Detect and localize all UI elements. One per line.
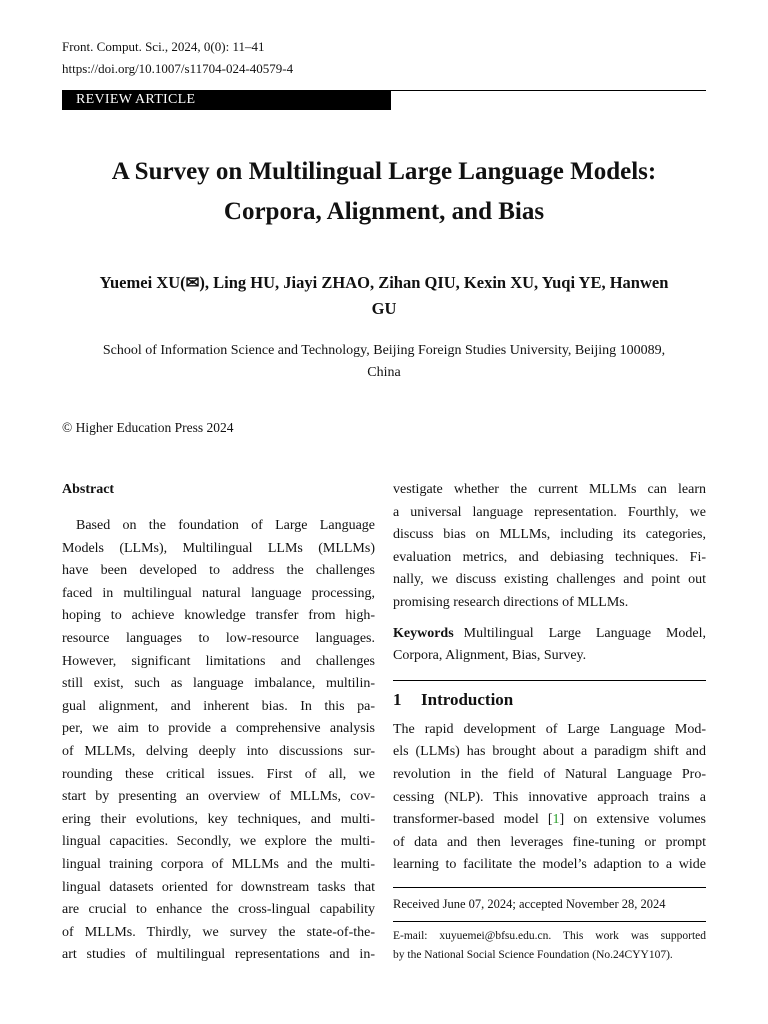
paper-title-line-1: A Survey on Multilingual Large Language Models:: [111, 158, 657, 185]
paper-title-line-2: Corpora, Alignment, and Bias: [223, 198, 545, 225]
keywords-label: Keywords: [393, 625, 454, 641]
abstract-line: Models (LLMs), Multilingual LLMs (MLLMs): [62, 540, 375, 556]
intro-line: cessing (NLP). This innovative approach trains a: [393, 789, 706, 805]
introduction-body: [393, 719, 706, 877]
footnote-rule-2: [393, 921, 706, 922]
abstract-line: are crucial to enhance the cross-lingual capability: [62, 902, 375, 918]
journal-citation: Front. Comput. Sci., 2024, 0(0): 11–41: [62, 39, 265, 54]
footnote-rule: [393, 887, 706, 888]
abstract-line: ering their evolutions, key techniques, and multi-: [62, 811, 375, 827]
affiliation-line-2: China: [367, 365, 401, 380]
section-rule: [393, 680, 706, 681]
intro-line: The rapid development of Large Language Mod-: [393, 721, 706, 737]
abstract-line: a universal language representation. Fourthly, we: [393, 504, 706, 520]
contact-line-1: E-mail: xuyuemei@bfsu.edu.cn. This work was supported: [393, 929, 706, 942]
copyright-notice: © Higher Education Press 2024: [62, 420, 234, 435]
left-column: [62, 479, 375, 967]
intro-text: ] on extensive volumes: [559, 812, 706, 828]
abstract-line: discuss bias on MLLMs, including its categories,: [393, 527, 706, 543]
abstract-line: lingual capacities. Secondly, we explore the multi-: [62, 834, 375, 850]
abstract-line: lingual training corpora of MLLMs and the multi-: [62, 856, 375, 872]
abstract-line: However, significant limitations and challenges: [62, 653, 375, 669]
affiliation-line-1: School of Information Science and Technology, Beijing Foreign Studies University, Beijing 100089,: [102, 343, 666, 358]
intro-line-with-citation: [393, 809, 706, 832]
author-list: [62, 270, 706, 322]
received-date: Received June 07, 2024; accepted November 28, 2024: [393, 896, 666, 911]
abstract-line: have been developed to address the challenges: [62, 563, 375, 579]
abstract-line: vestigate whether the current MLLMs can learn: [393, 482, 706, 497]
section-title: Introduction: [421, 689, 514, 709]
abstract-body: [62, 515, 375, 967]
abstract-line: evaluation metrics, and debiasing techniques. Fi-: [393, 549, 706, 565]
affiliation: [62, 340, 706, 384]
abstract-heading: Abstract: [62, 482, 115, 497]
abstract-line: nally, we discuss existing challenges and point out: [393, 572, 706, 588]
keywords-line-1: [393, 623, 706, 646]
contact-line-2: by the National Social Science Foundation (No.24CYY107).: [393, 948, 673, 961]
abstract-line: rounding these critical issues. First of all, we: [62, 766, 375, 782]
doi-link[interactable]: https://doi.org/10.1007/s11704-024-40579-4: [62, 61, 294, 76]
intro-line: revolution in the field of Natural Language Pro-: [393, 766, 706, 782]
keywords-text-1: Multilingual Large Language Model,: [463, 625, 706, 641]
author-list-line-2: GU: [371, 299, 397, 318]
intro-line: of data and then leverages fine-tuning or prompt: [393, 834, 706, 850]
abstract-line: gual alignment, and inherent bias. In this pa-: [62, 698, 375, 714]
author-list-line-1: Yuemei XU(✉), Ling HU, Jiayi ZHAO, Zihan QIU, Kexin XU, Yuqi YE, Hanwen: [99, 273, 669, 292]
citation-link[interactable]: 1: [552, 812, 560, 828]
abstract-line: promising research directions of MLLMs.: [393, 594, 629, 610]
abstract-line: hoping to achieve knowledge transfer from high-: [62, 608, 375, 624]
abstract-line: Based on the foundation of Large Language: [76, 518, 375, 533]
abstract-line: still exist, such as language imbalance, multilin-: [62, 676, 375, 692]
keywords-line-2: Corpora, Alignment, Bias, Survey.: [393, 648, 587, 664]
abstract-line: lingual datasets oriented for downstream tasks that: [62, 879, 375, 895]
abstract-line: start by presenting an overview of MLLMs, cov-: [62, 789, 375, 805]
keywords: [393, 623, 706, 668]
intro-text: transformer-based model [: [393, 812, 553, 828]
contact-footnote: [393, 927, 706, 965]
abstract-line: per, we aim to provide a comprehensive analysis: [62, 721, 375, 737]
abstract-line: resource languages to low-resource languages.: [62, 630, 375, 646]
section-number: 1: [393, 689, 402, 709]
intro-line: learning to facilitate the model’s adaption to a wide: [393, 857, 706, 873]
intro-line: els (LLMs) has brought about a paradigm shift and: [393, 744, 706, 760]
right-column: [393, 479, 706, 965]
abstract-line: art studies of multilingual representations and in-: [62, 947, 375, 963]
header-rule: [391, 90, 706, 91]
abstract-line: faced in multilingual natural language processing,: [62, 585, 375, 601]
abstract-continued: [393, 479, 706, 615]
abstract-line: of MLLMs, delving deeply into discussions sur-: [62, 743, 375, 759]
article-type-banner: REVIEW ARTICLE: [62, 90, 391, 110]
abstract-line: of MLLMs. Thirdly, we survey the state-of-the-: [62, 924, 375, 940]
paper-title: [62, 152, 706, 232]
section-heading-introduction: [393, 689, 706, 711]
